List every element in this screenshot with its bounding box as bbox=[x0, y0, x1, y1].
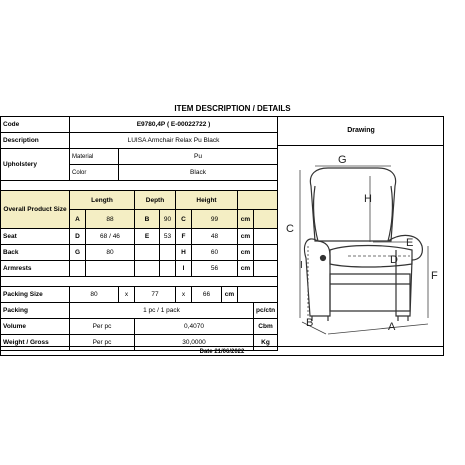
packing-unit: pc/ctn bbox=[254, 303, 278, 319]
code-value: E9780,4P ( E-00022722 ) bbox=[70, 117, 278, 133]
dim-key: D bbox=[70, 229, 86, 245]
material-row bbox=[1, 149, 278, 165]
packing-row bbox=[1, 303, 278, 319]
drawing-label-c: C bbox=[286, 223, 294, 235]
packing-value: 1 pc / 1 pack bbox=[70, 303, 254, 319]
packing-height: 66 bbox=[192, 287, 222, 303]
seat-label: Seat bbox=[1, 229, 70, 245]
armchair-drawing bbox=[278, 146, 444, 346]
code-row bbox=[1, 117, 278, 133]
volume-label: Volume bbox=[1, 319, 70, 335]
dim-unit: cm bbox=[238, 210, 254, 229]
dim-value: 68 / 46 bbox=[86, 229, 135, 245]
dim-value: 60 bbox=[192, 245, 238, 261]
description-value: LUISA Armchair Relax Pu Black bbox=[70, 133, 278, 149]
packing-depth: 77 bbox=[135, 287, 176, 303]
volume-per: Per pc bbox=[70, 319, 135, 335]
spacer-row bbox=[1, 277, 278, 287]
height-header: Height bbox=[176, 191, 238, 210]
dim-unit: cm bbox=[238, 229, 254, 245]
color-label: Color bbox=[70, 165, 119, 181]
description-row bbox=[1, 133, 278, 149]
drawing-title: Drawing bbox=[277, 116, 444, 146]
drawing-label-g: G bbox=[338, 154, 347, 166]
dim-key: I bbox=[176, 261, 192, 277]
dim-key bbox=[135, 245, 160, 261]
drawing-label-b: B bbox=[306, 317, 314, 329]
dims-header-row bbox=[1, 191, 278, 210]
dim-value bbox=[160, 261, 176, 277]
dim-value: 53 bbox=[160, 229, 176, 245]
volume-value: 0,4070 bbox=[135, 319, 254, 335]
depth-header: Depth bbox=[135, 191, 176, 210]
packing-length: 80 bbox=[70, 287, 119, 303]
color-value: Black bbox=[119, 165, 278, 181]
dim-key: A bbox=[70, 210, 86, 229]
packing-label: Packing bbox=[1, 303, 70, 319]
upholstery-label: Upholstery bbox=[1, 149, 70, 181]
chair-base bbox=[330, 274, 410, 311]
sheet-title: ITEM DESCRIPTION / DETAILS bbox=[174, 104, 291, 113]
dim-value: 80 bbox=[86, 245, 135, 261]
drawing-label-e: E bbox=[406, 237, 414, 249]
chair-backrest bbox=[310, 168, 395, 241]
date-row: Date 21/06/2022 bbox=[0, 346, 444, 356]
material-label: Material bbox=[70, 149, 119, 165]
spec-table bbox=[0, 116, 278, 351]
dim-key bbox=[135, 261, 160, 277]
drawing-label-a: A bbox=[388, 321, 396, 333]
drawing-label-h: H bbox=[364, 193, 372, 205]
length-header: Length bbox=[70, 191, 135, 210]
volume-row bbox=[1, 319, 278, 335]
overall-size-label: Overall Product Size bbox=[1, 191, 70, 229]
dim-value: 90 bbox=[160, 210, 176, 229]
weight-value: 30,0000 bbox=[135, 335, 254, 351]
dim-key: B bbox=[135, 210, 160, 229]
drawing-panel bbox=[277, 146, 444, 346]
recline-lever bbox=[321, 256, 326, 261]
code-label: Code bbox=[1, 117, 70, 133]
back-label: Back bbox=[1, 245, 70, 261]
dim-row-seat bbox=[1, 229, 278, 245]
volume-unit: Cbm bbox=[254, 319, 278, 335]
weight-label: Weight / Gross bbox=[1, 335, 70, 351]
dim-key: C bbox=[176, 210, 192, 229]
dim-unit: cm bbox=[238, 261, 254, 277]
weight-per: Per pc bbox=[70, 335, 135, 351]
dim-value bbox=[160, 245, 176, 261]
dim-row-back bbox=[1, 245, 278, 261]
packing-size-row bbox=[1, 287, 278, 303]
drawing-label-d: D bbox=[390, 254, 398, 266]
description-label: Description bbox=[1, 133, 70, 149]
dim-value: 56 bbox=[192, 261, 238, 277]
packing-x: x bbox=[119, 287, 135, 303]
packing-size-label: Packing Size bbox=[1, 287, 70, 303]
drawing-label-i: I bbox=[300, 260, 303, 271]
dim-row-armrests bbox=[1, 261, 278, 277]
armrests-label: Armrests bbox=[1, 261, 70, 277]
drawing-label-f: F bbox=[431, 270, 438, 282]
packing-x: x bbox=[176, 287, 192, 303]
dim-key bbox=[70, 261, 86, 277]
weight-unit: Kg bbox=[254, 335, 278, 351]
dim-key: G bbox=[70, 245, 86, 261]
material-value: Pu bbox=[119, 149, 278, 165]
dim-unit: cm bbox=[238, 245, 254, 261]
spacer-row bbox=[1, 181, 278, 191]
dim-value: 88 bbox=[86, 210, 135, 229]
dim-value: 48 bbox=[192, 229, 238, 245]
dim-value: 99 bbox=[192, 210, 238, 229]
dimension-line-a bbox=[328, 324, 428, 334]
dim-value bbox=[86, 261, 135, 277]
packing-unit: cm bbox=[222, 287, 238, 303]
dim-key: H bbox=[176, 245, 192, 261]
dim-key: F bbox=[176, 229, 192, 245]
dim-key: E bbox=[135, 229, 160, 245]
